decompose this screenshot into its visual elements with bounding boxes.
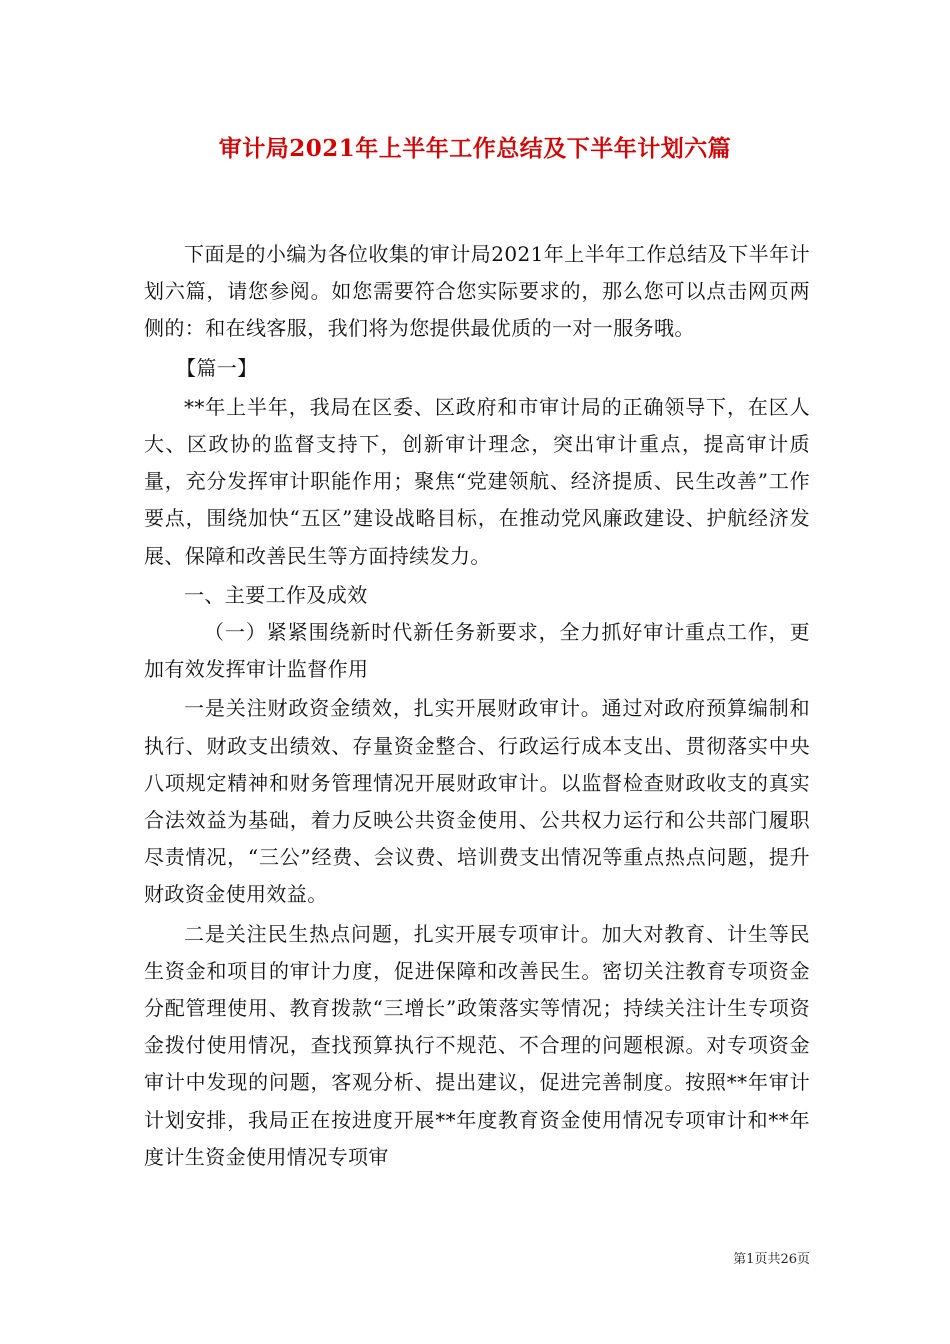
document-body [144,236,810,1176]
document-title: 审计局2021年上半年工作总结及下半年计划六篇 [218,135,732,162]
page-number: 第1页共26页 [733,1252,810,1267]
section-heading: 一、主要工作及成效 [184,582,368,607]
subsection-heading: （一）紧紧围绕新时代新任务新要求，全力抓好审计重点工作，更加有效发挥审计监督作用 [144,620,810,682]
body-paragraph: **年上半年，我局在区委、区政府和市审计局的正确领导下，在区人大、区政协的监督支持下，创新审计理念，突出审计重点，提高审计质量，充分发挥审计职能作用；聚焦“党建领航、经济提质、民生改善”工作要点，围绕加快“五区”建设战略目标，在推动党风廉政建设、护航经济发展、保障和改善民生等方面持续发力。 [144,394,810,568]
body-paragraph: 一是关注财政资金绩效，扎实开展财政审计。通过对政府预算编制和执行、财政支出绩效、存量资金整合、行政运行成本支出、贯彻落实中央八项规定精神和财务管理情况开展财政审计。以监督检查财政收支的真实合法效益为基础，着力反映公共资金使用、公共权力运行和公共部门履职尽责情况，“三公”经费、会议费、培训费支出情况等重点热点问题，提升财政资金使用效益。 [144,696,810,907]
body-paragraph: 二是关注民生热点问题，扎实开展专项审计。加大对教育、计生等民生资金和项目的审计力度，促进保障和改善民生。密切关注教育专项资金分配管理使用、教育拨款“三增长”政策落实等情况；持续关注计生专项资金拨付使用情况，查找预算执行不规范、不合理的问题根源。对专项资金审计中发现的问题，客观分析、提出建议，促进完善制度。按照**年审计计划安排，我局正在按进度开展**年度教育资金使用情况专项审计和**年度计生资金使用情况专项审 [144,921,810,1169]
intro-paragraph: 下面是的小编为各位收集的审计局2021年上半年工作总结及下半年计划六篇，请您参阅。如您需要符合您实际要求的，那么您可以点击网页两侧的：和在线客服，我们将为您提供最优质的一对一服务哦。 [144,242,810,341]
section-label: 【篇一】 [176,355,258,380]
